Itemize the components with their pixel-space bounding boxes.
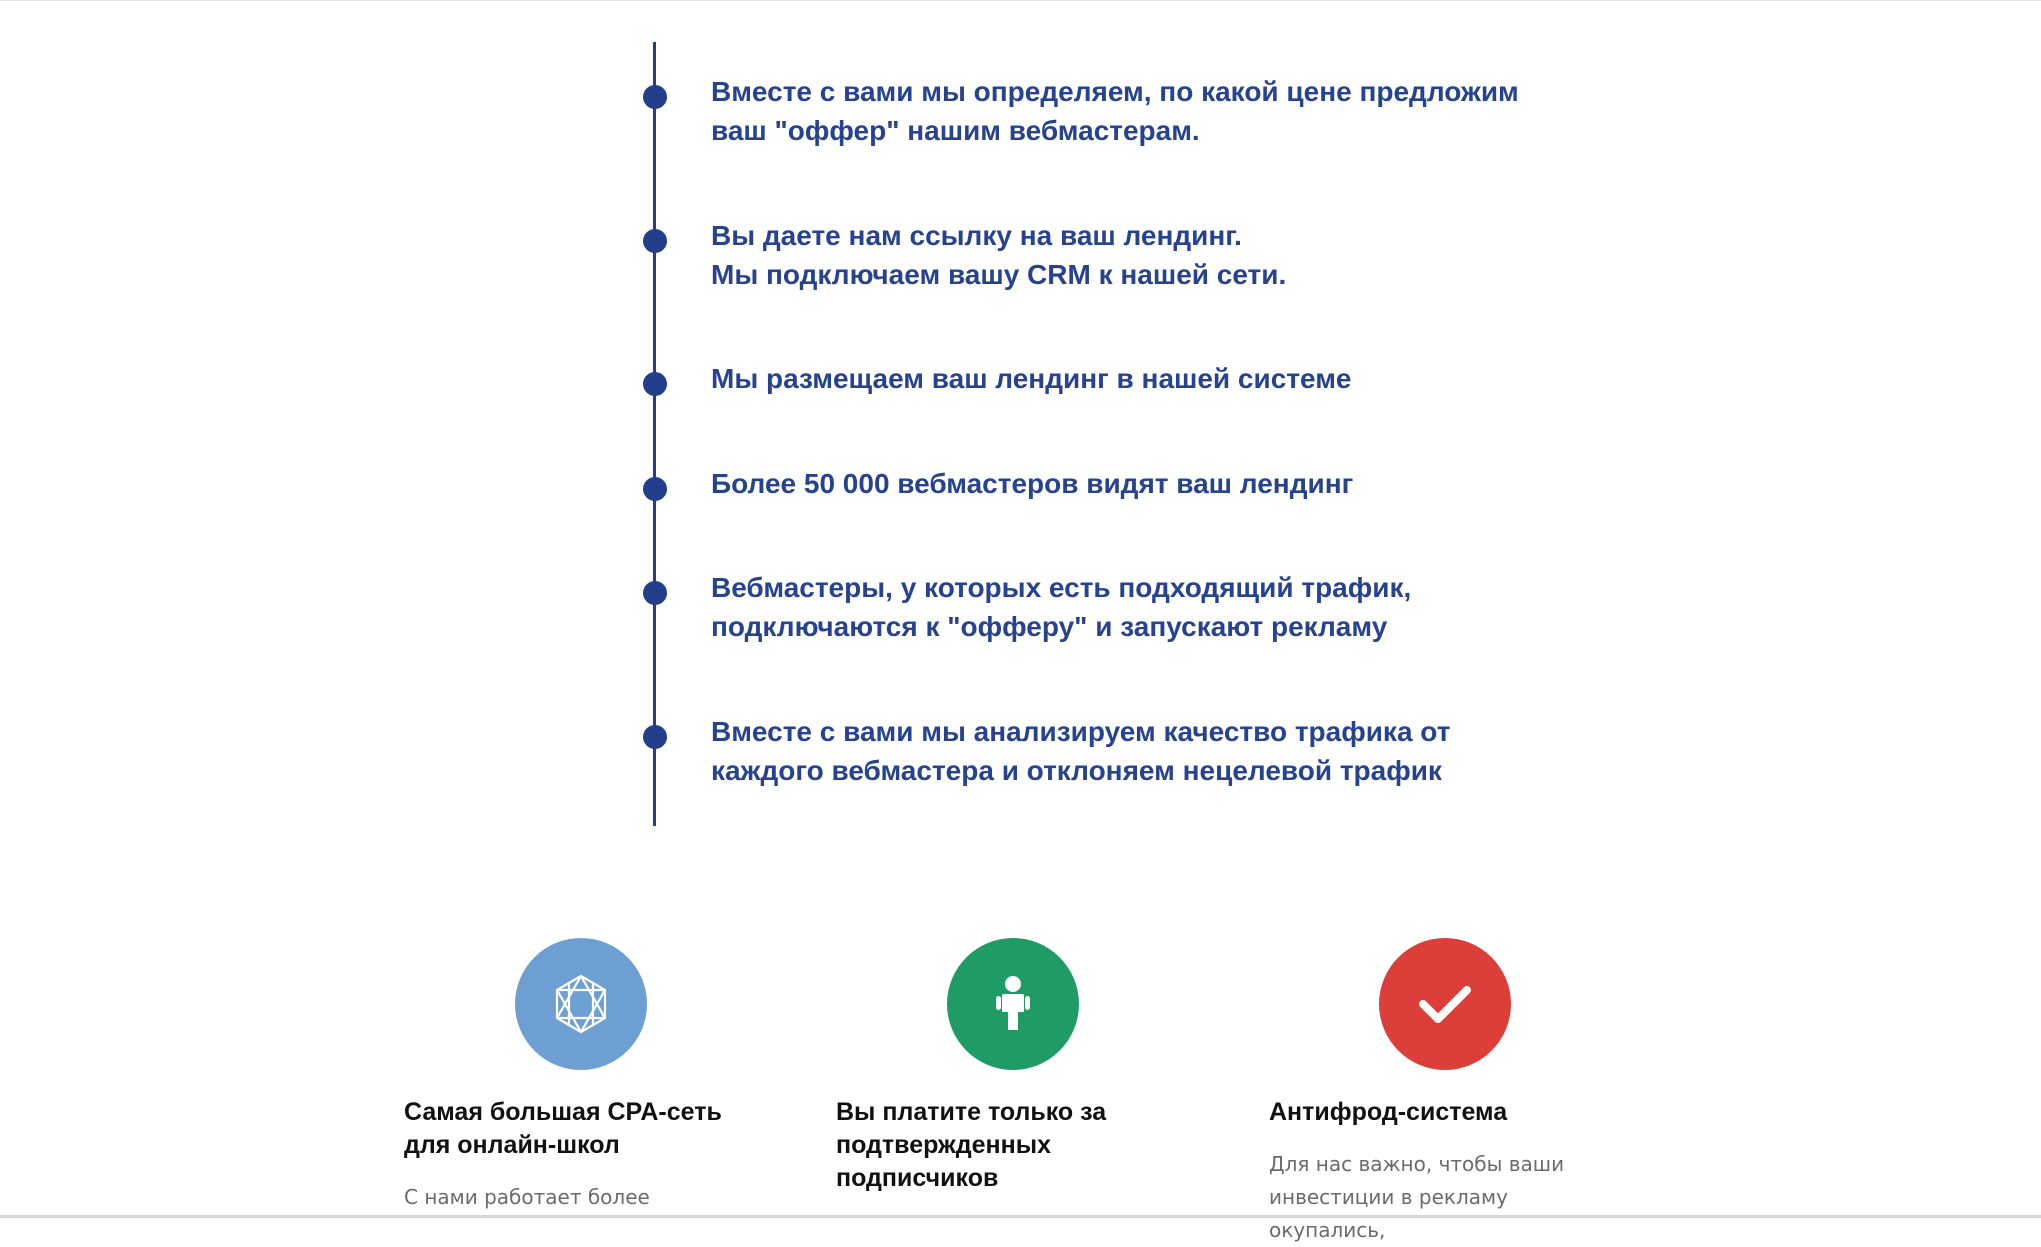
timeline-dot <box>643 85 667 109</box>
timeline-dot <box>643 229 667 253</box>
feature-icon-circle <box>947 938 1079 1070</box>
person-icon <box>947 938 1079 1070</box>
timeline-dot <box>643 581 667 605</box>
checkmark-icon <box>1379 938 1511 1070</box>
timeline-step-text: Вместе с вами мы анализируем качество трафика от каждого вебмастера и отклоняем нецелевой трафик <box>711 716 1451 786</box>
timeline-dot <box>643 477 667 501</box>
timeline-step-text: Вы даете нам ссылку на ваш лендинг. Мы подключаем вашу CRM к нашей сети. <box>711 220 1287 290</box>
timeline-dot <box>643 372 667 396</box>
timeline-step-text: Более 50 000 вебмастеров видят ваш лендинг <box>711 468 1354 499</box>
feature-title: Антифрод-система <box>1269 1098 1508 1126</box>
timeline-dot <box>643 725 667 749</box>
feature-icon-circle <box>1379 938 1511 1070</box>
timeline-step-text: Мы размещаем ваш лендинг в нашей системе <box>711 363 1352 394</box>
timeline-line <box>653 42 656 826</box>
feature-description: Для нас важно, чтобы ваши инвестиции в рекламу окупались, <box>1269 1152 1565 1242</box>
feature-title: Вы платите только за подтвержденных подписчиков <box>836 1098 1107 1192</box>
network-icon <box>515 938 647 1070</box>
feature-title: Самая большая CPA-сеть для онлайн-школ <box>404 1098 722 1159</box>
timeline-step-text: Вебмастеры, у которых есть подходящий трафик, подключаются к "офферу" и запускают рекламу <box>711 572 1412 642</box>
timeline-step-text: Вместе с вами мы определяем, по какой цене предложим ваш "оффер" нашим вебмастерам. <box>711 76 1519 146</box>
feature-description: С нами работает более <box>404 1185 650 1209</box>
top-divider <box>0 0 2041 1</box>
feature-icon-circle <box>515 938 647 1070</box>
